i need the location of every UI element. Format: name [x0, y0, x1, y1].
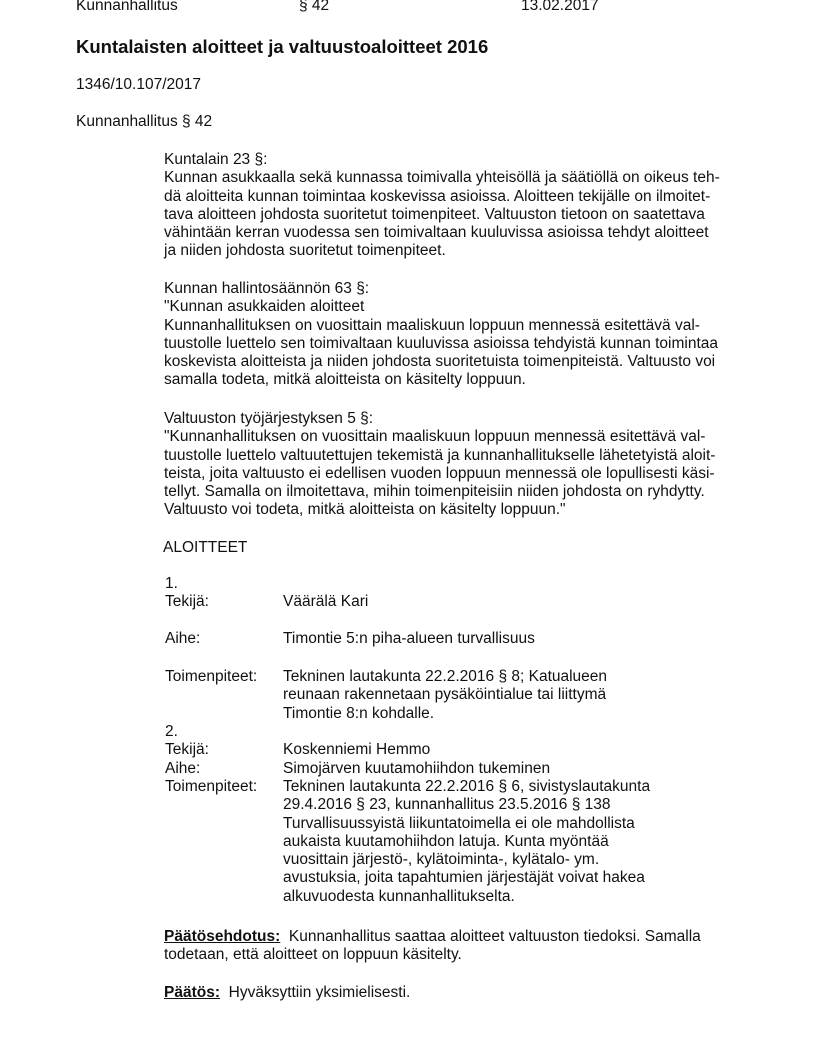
author-value: Väärälä Kari [283, 593, 369, 610]
decision-label: Päätös: [164, 984, 220, 1001]
paragraph-line: teista, joita valtuusto ei edellisen vuoden loppuun mennessä ole lopullisesti käsi- [164, 464, 715, 482]
actions-value [283, 668, 607, 723]
actions-label: Toimenpiteet: [165, 668, 258, 685]
paragraph-line: samalla todeta, mitkä aloitteista on käsitelty loppuun. [164, 371, 526, 389]
actions-line: alkuvuodesta kunnanhallitukselta. [283, 887, 515, 905]
proposal-line: todetaan, että aloitteet on loppuun käsitelty. [164, 946, 462, 964]
paragraph-line: Kunnanhallituksen on vuosittain maaliskuun loppuun mennessä esitettävä val- [164, 316, 700, 334]
proposal-label: Päätösehdotus: [164, 928, 281, 945]
section-reference: Kunnanhallitus § 42 [76, 113, 213, 130]
paragraph-line: vähintään kerran vuodessa sen toimivaltaan kuuluvissa asioissa tehdyt aloitteet [164, 224, 709, 242]
subject-value: Timontie 5:n piha-alueen turvallisuus [283, 630, 535, 647]
paragraph-kuntalaki [164, 151, 744, 261]
author-label: Tekijä: [165, 741, 209, 758]
actions-line: avustuksia, joita tapahtumien järjestäjät voivat hakea [283, 869, 645, 887]
decision [164, 984, 410, 1002]
actions-line: vuosittain järjestö-, kylätoiminta-, kylätalo- ym. [283, 851, 600, 869]
diary-number: 1346/10.107/2017 [76, 76, 201, 93]
initiative-number: 1. [165, 575, 178, 592]
paragraph-line: Kunnan asukkaalla sekä kunnassa toimivalla yhteisöllä ja säätiöllä on oikeus teh- [164, 169, 720, 187]
decision-proposal [164, 928, 701, 965]
subject-label: Aihe: [165, 630, 201, 647]
paragraph-line: ja niiden johdosta suoritetut toimenpiteet. [164, 242, 446, 260]
initiative-number: 2. [165, 723, 178, 740]
actions-line: 29.4.2016 § 23, kunnanhallitus 23.5.2016 § 138 [283, 796, 611, 814]
document-header [76, 0, 636, 17]
actions-line: aukaista kuutamohiihdon latuja. Kunta myöntää [283, 832, 609, 850]
paragraph-line: Valtuusto voi todeta, mitkä aloitteista on käsitelty loppuun." [164, 501, 566, 519]
header-body: Kunnanhallitus [76, 0, 178, 14]
author-label: Tekijä: [165, 593, 209, 610]
header-date: 13.02.2017 [521, 0, 599, 14]
paragraph-line: tuustolle luettelo valtuutettujen tekemistä ja kunnanhallitukselle lähetetyistä aloit- [164, 446, 716, 464]
actions-line: reunaan rakennetaan pysäköintialue tai liittymä [283, 686, 607, 704]
actions-line: Turvallisuussyistä liikuntatoimella ei ole mahdollista [283, 814, 635, 832]
initiatives-heading: ALOITTEET [163, 539, 248, 556]
paragraph-line: "Kunnan asukkaiden aloitteet [164, 298, 365, 316]
decision-text: Hyväksyttiin yksimielisesti. [228, 984, 411, 1001]
subject-value: Simojärven kuutamohiihdon tukeminen [283, 760, 551, 777]
actions-line: Tekninen lautakunta 22.2.2016 § 8; Katualueen [283, 668, 608, 685]
actions-line: Timontie 8:n kohdalle. [283, 704, 435, 722]
proposal-line: Kunnanhallitus saattaa aloitteet valtuuston tiedoksi. Samalla [288, 928, 701, 945]
paragraph-tyojarjestys [164, 410, 744, 520]
paragraph-heading: Valtuuston työjärjestyksen 5 §: [164, 410, 374, 427]
paragraph-line: tellyt. Samalla on ilmoitettava, mihin toimenpiteisiin niiden johdosta on ryhdytty. [164, 483, 705, 501]
actions-label: Toimenpiteet: [165, 778, 258, 795]
paragraph-line: "Kunnanhallituksen on vuosittain maaliskuun loppuun mennessä esitettävä val- [164, 428, 706, 446]
actions-value [283, 778, 650, 906]
document-title: Kuntalaisten aloitteet ja valtuustoaloitteet 2016 [76, 36, 489, 57]
paragraph-line: koskevista aloitteista ja niiden johdosta suoritetuista toimenpiteistä. Valtuusto voi [164, 353, 716, 371]
paragraph-hallintosaanto [164, 280, 744, 390]
paragraph-line: dä aloitteita kunnan toimintaa koskevissa asioissa. Aloitteen tekijälle on ilmoitet- [164, 187, 711, 205]
paragraph-heading: Kunnan hallintosäännön 63 §: [164, 280, 370, 297]
paragraph-heading: Kuntalain 23 §: [164, 151, 268, 168]
paragraph-line: tuustolle luettelo sen toimivaltaan kuuluvissa asioissa tehdyistä kunnan toimintaa [164, 334, 719, 352]
header-section: § 42 [299, 0, 330, 14]
author-value: Koskenniemi Hemmo [283, 741, 431, 758]
paragraph-line: tava aloitteen johdosta suoritetut toimenpiteet. Valtuuston tietoon on saatettava [164, 205, 705, 223]
subject-label: Aihe: [165, 760, 201, 777]
actions-line: Tekninen lautakunta 22.2.2016 § 6, sivistyslautakunta [283, 778, 651, 795]
